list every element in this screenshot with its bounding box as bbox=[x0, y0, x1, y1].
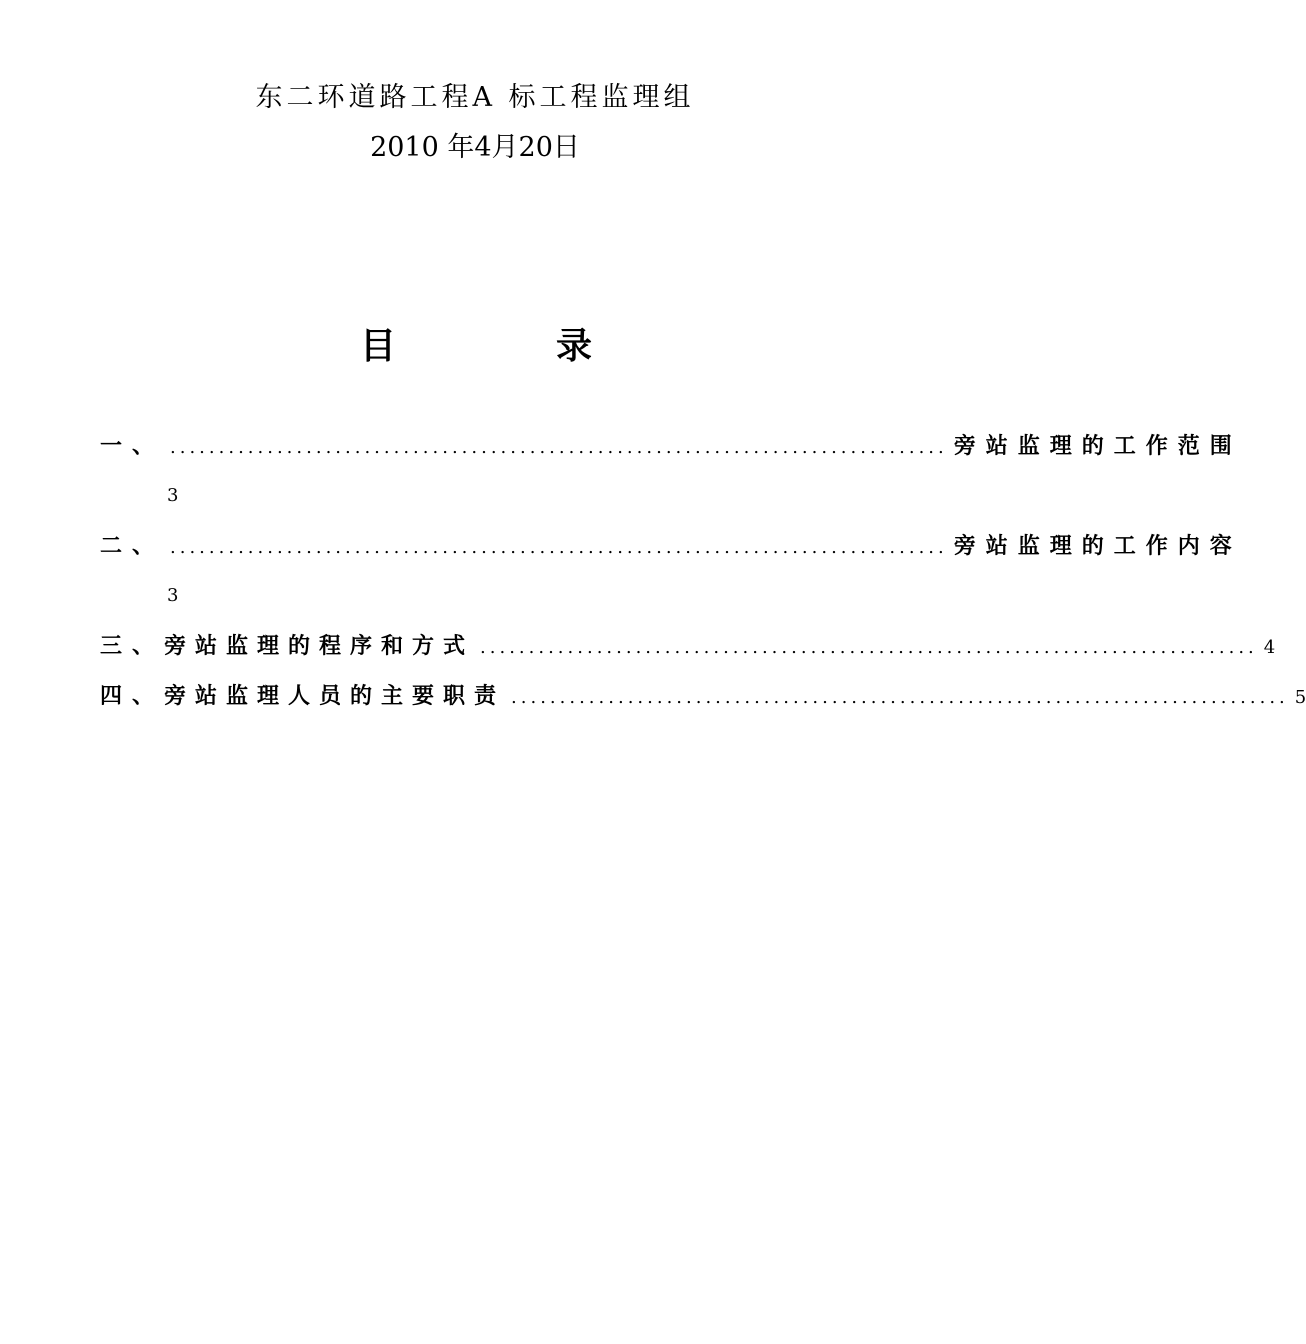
organization-name: 东二环道路工程A 标工程监理组 bbox=[255, 82, 695, 113]
toc-entry-number: 四、 bbox=[100, 684, 165, 709]
toc-entry-title: 旁站监理人员的主要职责 bbox=[164, 684, 506, 709]
document-date: 2010 年4月20日 bbox=[370, 132, 580, 163]
toc-entry-page: 3 bbox=[167, 485, 179, 506]
toc-entry[interactable] bbox=[100, 632, 1276, 663]
toc-entry-page: 5 bbox=[1294, 687, 1306, 708]
toc-heading-char: 录 bbox=[555, 326, 592, 367]
toc-entry[interactable] bbox=[100, 532, 1242, 563]
toc-leader-dots: ................................................................................ bbox=[170, 437, 948, 458]
toc-leader-dots: ................................................................................ bbox=[170, 537, 948, 558]
toc-leader-dots: ................................................................................ bbox=[480, 637, 1258, 658]
toc-heading-char: 目 bbox=[360, 326, 397, 367]
toc-entry-title: 旁站监理的工作范围 bbox=[953, 434, 1242, 459]
toc-leader-dots: ................................................................................ bbox=[511, 687, 1289, 708]
toc-entry-number: 三、 bbox=[100, 634, 165, 659]
toc-entry[interactable] bbox=[100, 682, 1306, 713]
toc-entry[interactable] bbox=[100, 432, 1242, 463]
toc-entry-number: 二、 bbox=[100, 534, 165, 559]
toc-entry-title: 旁站监理的程序和方式 bbox=[164, 634, 475, 659]
toc-entry-title: 旁站监理的工作内容 bbox=[953, 534, 1242, 559]
toc-entry-page: 4 bbox=[1263, 637, 1276, 658]
toc-entry-page: 3 bbox=[167, 585, 179, 606]
toc-heading bbox=[360, 322, 592, 372]
toc-entry-number: 一、 bbox=[100, 434, 165, 459]
